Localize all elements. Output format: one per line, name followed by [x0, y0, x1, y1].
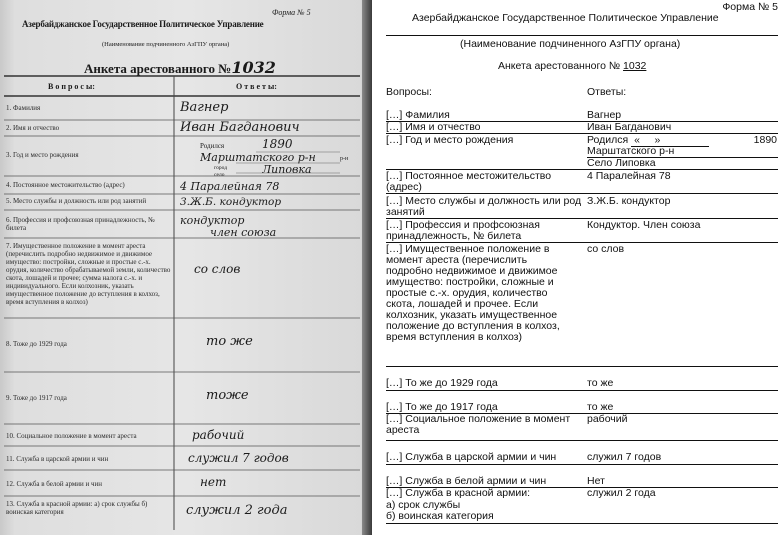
row-question-property: […] Имущественное положение в момент ареста (перечислить подробно недвижимое и движимое имущество: постройки, сложные и простые с.-х. орудия, количество скота, лошадей и прочее. Если колхозник, указать имущественное положение до вступления в колхоз, время вступления в колхоз): [386, 243, 560, 343]
scan-answer: член союза: [210, 226, 277, 239]
scan-rn-label: р-н: [340, 156, 349, 162]
row-question-tsar-army: […] Служба в царской армии и чин: [386, 451, 557, 463]
row-question-surname: […] Фамилия: [386, 109, 450, 121]
row-answer-red-army: служил 2 года: [587, 487, 656, 499]
scan-answer: кондуктор: [180, 214, 245, 227]
scan-question: 11. Служба в царской армии и чин: [6, 455, 109, 463]
row-question-job: […] Место службы и должность или род занятий: [386, 195, 582, 218]
scan-answer: Вагнер: [180, 100, 229, 115]
scan-selo-label: село: [214, 172, 225, 178]
col-questions: Вопросы:: [386, 86, 432, 98]
scan-question: 3. Год и место рождения: [6, 151, 79, 159]
scan-question: 2. Имя и отчество: [6, 124, 60, 132]
scan-answer: служил 7 годов: [188, 451, 289, 465]
scan-answer: Иван Багданович: [180, 120, 300, 135]
birth-district: Марштатского р-н: [587, 145, 675, 157]
scan-answer: Марштатского р-н: [200, 151, 316, 164]
scan-answer: 3.Ж.Б. кондуктор: [180, 196, 282, 208]
scan-answer: рабочий: [192, 428, 245, 442]
red-army-term: а) срок службы: [386, 499, 461, 511]
birth-village: Село Липовка: [587, 157, 656, 169]
row-divider: [386, 440, 778, 441]
scan-question: 5. Место службы и должность или род занятий: [6, 197, 147, 205]
row-question-social: […] Социальное положение в момент ареста: [386, 413, 571, 436]
row-question-1929: […] То же до 1929 года: [386, 377, 498, 389]
col-answers: Ответы:: [587, 86, 627, 98]
row-divider: [386, 523, 778, 524]
scan-question: 12. Служба в белой армии и чин: [6, 480, 103, 488]
org-note: (Наименование подчиненного АзГПУ органа): [460, 38, 681, 50]
row-answer-surname: Вагнер: [587, 109, 622, 121]
row-question-white-army: […] Служба в белой армии и чин: [386, 475, 547, 487]
scan-col-questions: В о п р о с ы:: [48, 82, 95, 91]
row-question-red-army: […] Служба в красной армии:: [386, 487, 530, 499]
scan-question: 9. Тоже до 1917 года: [6, 394, 67, 402]
row-question-birth: […] Год и место рождения: [386, 134, 514, 146]
row-divider: [386, 390, 778, 391]
scan-form-number: Форма № 5: [272, 8, 311, 17]
card-title: Анкета арестованного № 1032: [498, 60, 647, 72]
org-title: Азербайджанское Государственное Политическое Управление: [412, 12, 719, 24]
scan-born-label: Родился: [200, 142, 225, 150]
card-number: 1032: [623, 60, 647, 72]
scan-answer: нет: [200, 475, 227, 489]
row-question-address: […] Постоянное местожительство (адрес): [386, 170, 552, 193]
org-line: [386, 35, 778, 36]
scan-question: 6. Профессия и профсоюзная принадлежность, № билета: [6, 216, 155, 232]
row-divider: [386, 464, 778, 465]
row-answer-job: З.Ж.Б. кондуктор: [587, 195, 671, 207]
form-number: Форма № 5: [722, 1, 778, 13]
transcription-panel: [372, 0, 782, 535]
row-question-1917: […] То же до 1917 года: [386, 401, 498, 413]
scan-answer: служил 2 года: [186, 503, 288, 518]
scan-org-title: Азербайджанское Государственное Политическое Управление: [22, 19, 264, 29]
scan-question: 10. Социальное положение в момент ареста: [6, 432, 137, 440]
scan-gorod-label: город: [214, 165, 228, 171]
scan-question: 13. Служба в красной армии: а) срок службы б) воинская категория: [6, 500, 148, 516]
scan-org-note: (Наименование подчиненного АзГПУ органа): [102, 41, 230, 48]
scan-col-answers: О т в е т ы:: [236, 82, 277, 91]
scan-answer: 4 Паралейная 78: [180, 180, 280, 193]
scan-answer: Липовка: [262, 163, 312, 176]
scan-answer: 1890: [262, 137, 293, 151]
row-divider: [386, 366, 778, 367]
red-army-category: б) воинская категория: [386, 510, 494, 522]
row-question-profession: […] Профессия и профсоюзная принадлежность, № билета: [386, 219, 540, 242]
row-answer-profession: Кондуктор. Член союза: [587, 219, 701, 231]
scanned-form-photo: [0, 0, 372, 535]
scan-question: 8. Тоже до 1929 года: [6, 340, 67, 348]
scan-answer: тоже: [206, 388, 249, 403]
row-answer-name: Иван Багданович: [587, 121, 672, 133]
row-divider: [386, 193, 778, 194]
scan-card-number: 1032: [231, 58, 276, 77]
row-question-name: […] Имя и отчество: [386, 121, 481, 133]
row-answer-tsar-army: служил 7 годов: [587, 451, 662, 463]
row-answer-1929: то же: [587, 377, 614, 389]
scan-answer: то же: [206, 334, 253, 349]
scan-question: 1. Фамилия: [6, 104, 41, 112]
birth-year: 1890: [753, 134, 777, 146]
birth-line-1: Родился « » 1890: [587, 134, 777, 146]
scan-card-title: Анкета арестованного №1032: [84, 58, 276, 77]
row-answer-address: 4 Паралейная 78: [587, 170, 671, 182]
scan-question: 7. Имущественное положение в момент ареста (перечислить подробно недвижимое и движимое имущество: постройки, сложные и простые с.-х. орудия, количество обрабатываемой земли, количество скота, лошадей и прочее; сумма налога с.-х. и индивидуального. Если колхозник, указать имущественное положение до вступления в колхоз, время вступления в колхоз): [6, 242, 171, 306]
row-answer-1917: то же: [587, 401, 614, 413]
row-answer-property: со слов: [587, 243, 625, 255]
scan-question: 4. Постоянное местожительство (адрес): [6, 181, 125, 189]
row-answer-social: рабочий: [587, 413, 628, 425]
row-answer-white-army: Нет: [587, 475, 605, 487]
scan-answer: со слов: [194, 262, 241, 276]
